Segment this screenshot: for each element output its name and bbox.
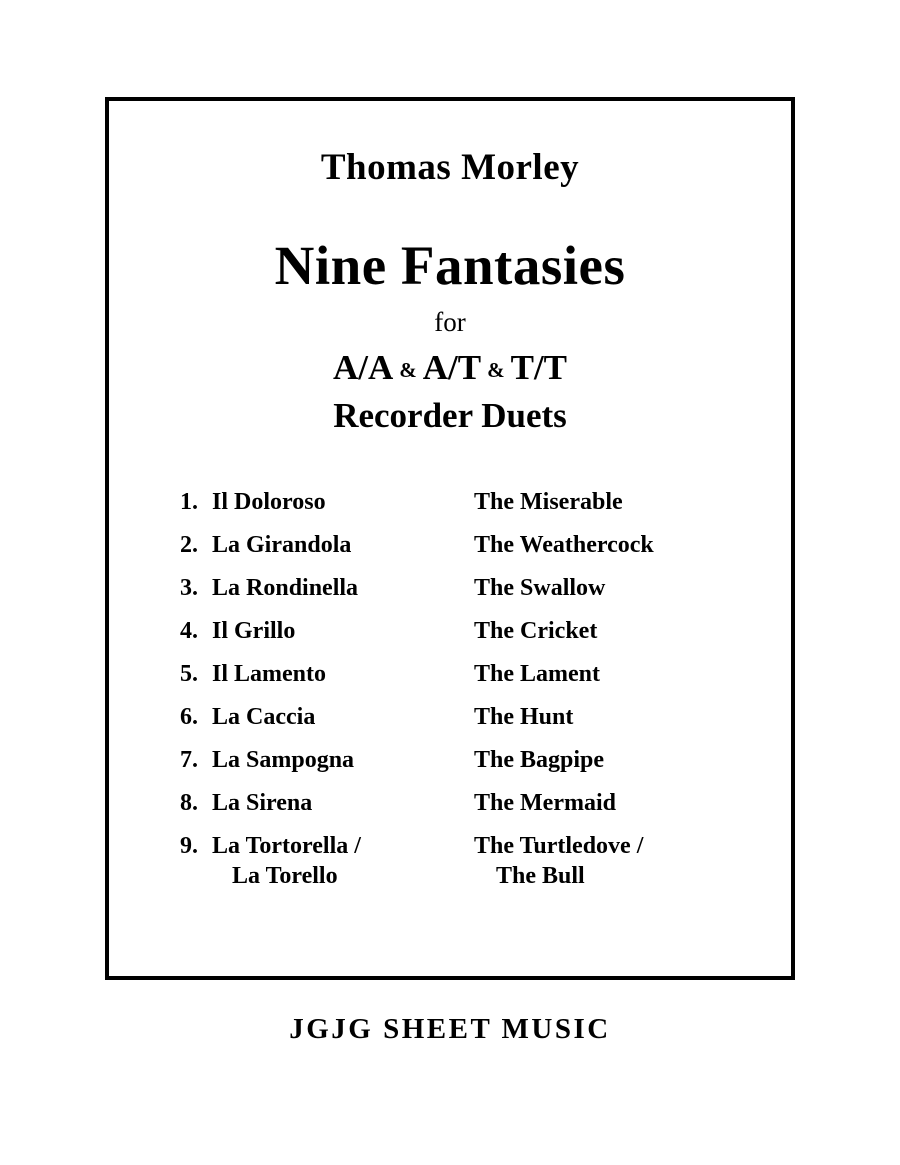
ampersand-2: & <box>487 358 505 383</box>
item-title: Il Grillo <box>212 617 296 644</box>
voicing-second: A/T <box>422 348 482 388</box>
contents-list <box>109 487 791 892</box>
item-number: 6. <box>180 703 198 730</box>
list-item <box>164 659 791 702</box>
composer-name: Thomas Morley <box>320 147 580 188</box>
item-translation: The Bagpipe <box>474 746 605 773</box>
item-title: Il Lamento <box>212 660 326 687</box>
list-item <box>164 616 791 659</box>
voicing-third: T/T <box>510 348 568 388</box>
item-number: 2. <box>180 531 198 558</box>
item-translation: The Weathercock <box>474 531 654 558</box>
ampersand-1: & <box>399 358 417 383</box>
for-label: for <box>434 307 466 338</box>
item-number: 5. <box>180 660 198 687</box>
item-title: La Sampogna <box>212 746 355 773</box>
item-title-line1: La Tortorella / <box>212 832 361 859</box>
item-number: 9. <box>180 832 198 859</box>
list-item <box>164 487 791 530</box>
item-title: La Girandola <box>212 531 352 558</box>
item-number: 1. <box>180 488 198 515</box>
item-translation: The Miserable <box>474 488 623 515</box>
item-number: 8. <box>180 789 198 816</box>
item-number: 3. <box>180 574 198 601</box>
list-item <box>164 831 791 892</box>
item-title: La Rondinella <box>212 574 359 601</box>
list-item <box>164 788 791 831</box>
list-item <box>164 745 791 788</box>
item-translation-line2: The Bull <box>496 863 585 890</box>
item-translation: The Swallow <box>474 574 606 601</box>
item-translation <box>468 831 643 892</box>
item-translation: The Cricket <box>474 617 598 644</box>
item-title: La Caccia <box>212 703 316 730</box>
item-title: La Sirena <box>212 789 313 816</box>
item-number: 4. <box>180 617 198 644</box>
publisher-name: JGJG SHEET MUSIC <box>289 1013 611 1045</box>
list-item <box>164 702 791 745</box>
ensemble-label: Recorder Duets <box>333 396 567 436</box>
item-translation: The Mermaid <box>474 789 616 816</box>
item-title-line2: La Torello <box>232 863 338 890</box>
voicing-first: A/A <box>332 348 394 388</box>
item-title: Il Doloroso <box>212 488 326 515</box>
page-title: Nine Fantasies <box>274 234 626 296</box>
item-translation: The Hunt <box>474 703 574 730</box>
item-title <box>198 831 468 892</box>
list-item <box>164 530 791 573</box>
list-item <box>164 573 791 616</box>
title-frame <box>105 97 795 980</box>
item-translation: The Lament <box>474 660 600 687</box>
item-number: 7. <box>180 746 198 773</box>
voicing-line <box>109 348 791 388</box>
item-translation-line1: The Turtledove / <box>474 832 644 859</box>
